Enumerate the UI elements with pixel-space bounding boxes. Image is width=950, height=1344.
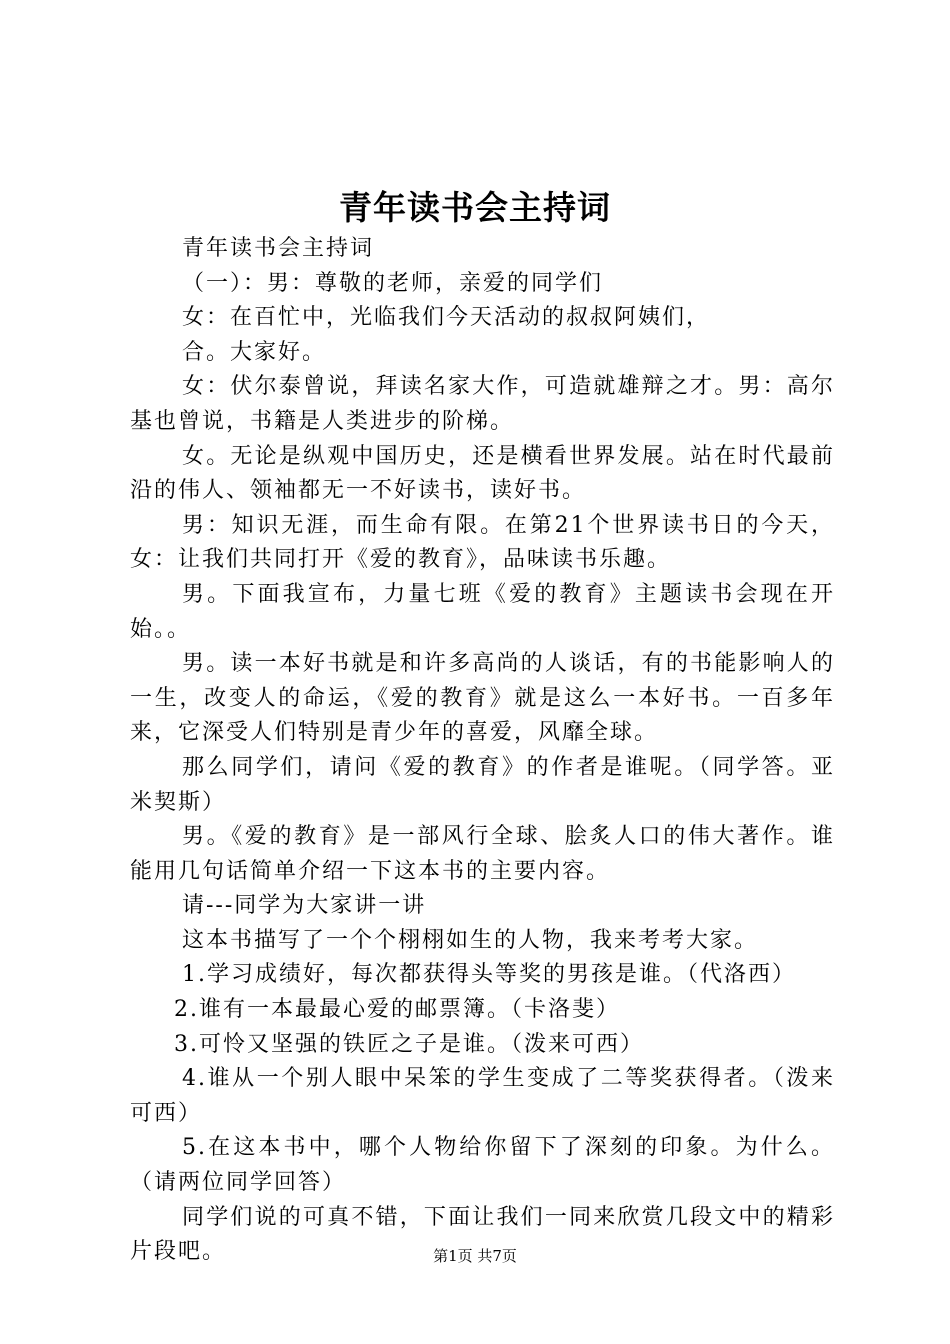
paragraph: 合。大家好。: [182, 339, 327, 365]
document-title: 青年读书会主持词: [339, 188, 611, 227]
list-item: 1.学习成绩好，每次都获得头等奖的男孩是谁。（代洛西）: [182, 962, 796, 988]
paragraph: 女。无论是纵观中国历史，还是横看世界发展。站在时代最前沿的伟人、领袖都无一不好读书，读好书。: [130, 443, 835, 504]
paragraph: 男。《爱的教育》是一部风行全球、脍炙人口的伟大著作。谁能用几句话简单介绍一下这本书的主要内容。: [130, 824, 835, 884]
paragraph: 同学们说的可真不错，下面让我们一同来欣赏几段文中的精彩片段吧。: [130, 1204, 835, 1265]
list-item: 3.可怜又坚强的铁匠之子是谁。（泼来可西）: [174, 1031, 644, 1057]
list-item: 2.谁有一本最最心爱的邮票簿。（卡洛斐）: [174, 997, 620, 1023]
paragraph: 男：知识无涯，而生命有限。在第21个世界读书日的今天，女：让我们共同打开《爱的教育》，品味读书乐趣。: [130, 512, 835, 573]
page-number: 第1页 共7页: [433, 1247, 517, 1265]
paragraph: 请---同学为大家讲一讲: [182, 893, 427, 919]
paragraph: 男。下面我宣布，力量七班《爱的教育》主题读书会现在开始。。: [130, 581, 835, 642]
list-item: 4.谁从一个别人眼中呆笨的学生变成了二等奖获得者。（泼来可西）: [130, 1066, 835, 1126]
paragraph: 女：在百忙中，光临我们今天活动的叔叔阿姨们，: [182, 305, 711, 331]
paragraph: （一）：男：尊敬的老师，亲爱的同学们: [182, 270, 604, 296]
document-body: [130, 232, 835, 1270]
paragraph: 这本书描写了一个个栩栩如生的人物，我来考考大家。: [182, 927, 759, 953]
paragraph: 男。读一本好书就是和许多高尚的人谈话，有的书能影响人的一生，改变人的命运，《爱的教育》就是这么一本好书。一百多年来，它深受人们特别是青少年的喜爱，风靡全球。: [130, 651, 835, 746]
paragraph: 女：伏尔泰曾说，拜读名家大作，可造就雄辩之才。男：高尔基也曾说，书籍是人类进步的阶梯。: [130, 374, 835, 434]
paragraph: 那么同学们，请问《爱的教育》的作者是谁呢。（同学答。亚米契斯）: [130, 754, 835, 815]
list-item: 5.在这本书中，哪个人物给你留下了深刻的印象。为什么。（请两位同学回答）: [130, 1135, 835, 1196]
paragraph: 青年读书会主持词: [182, 236, 375, 261]
